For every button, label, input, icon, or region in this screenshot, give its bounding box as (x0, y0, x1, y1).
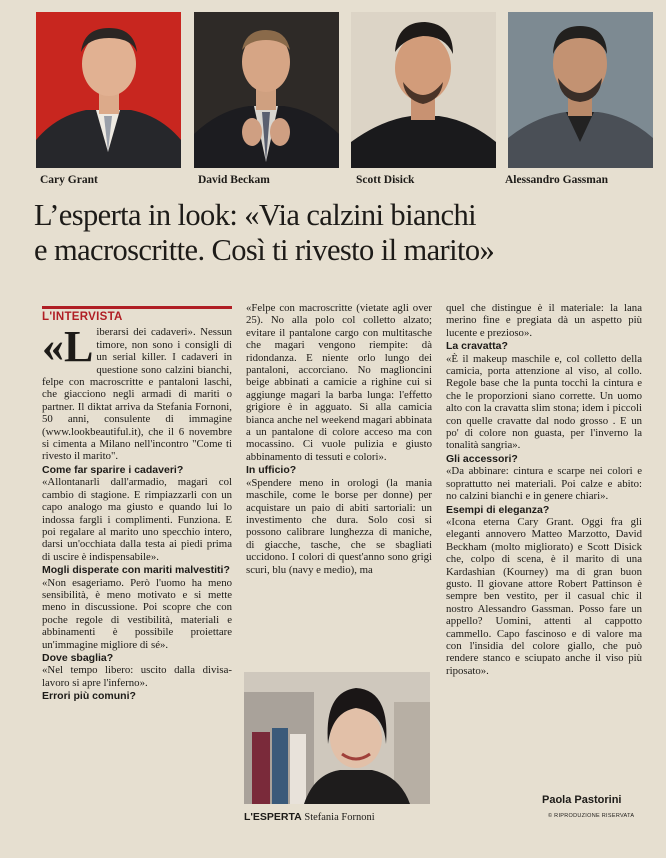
photo-stefania-fornoni (244, 672, 430, 804)
caption-alessandro-gassman: Alessandro Gassman (505, 174, 608, 186)
question-eleganza: Esempi di eleganza? (446, 503, 550, 516)
question-accessori: Gli accessori? (446, 452, 518, 465)
caption-cary-grant: Cary Grant (40, 174, 98, 186)
article-column-3 (446, 302, 642, 678)
headline-line-1: L’esperta in look: «Via calzini bianchi (34, 198, 477, 232)
caption-scott-disick: Scott Disick (356, 174, 415, 186)
author-signature: Paola Pastorini (542, 794, 622, 806)
question-2: Mogli disperate con mariti malvestiti? (42, 564, 230, 577)
photo-alessandro-gassman (508, 12, 653, 168)
inset-caption-label: L'ESPERTA (244, 811, 302, 823)
inset-caption-name: Stefania Fornoni (304, 812, 375, 823)
answer-2: «Non esageriamo. Però l'uomo ha meno sensibilità, è meno motivato e si mette meno in discussione. Poi scopre che con poche regole di vestibilità, materiali e abbinamenti è possibile proiettare un'immagine migliore di sé». (42, 576, 232, 651)
intro-text: iberarsi dei cadaveri». Nessun timore, non sono i consigli di un serial killer. I cadaveri in questione sono calzini bianchi, felpe con macroscritte e pantaloni laschi, che giacciono negli armadi di mariti o partner. Il diktat arriva da Stefania Fornoni, 50 anni, consulente di immagine (www.lookbeautiful.it), che il 6 novembre si cimenta a Milano nell'incontro "Come ti rivesto il marito". (42, 326, 232, 463)
answer-eleganza: «Icona eterna Cary Grant. Oggi fra gli eleganti annovero Matteo Marzotto, David Beckham (molto migliorato) e Scott Disick che, colpo di scena, è il marito di una Kardashian (Kourney) ma di gran buon gusto. Il giovane attore Robert Pattinson è sempre ben vestito, per il casual chic il nostro Alessandro Gassman. Posso fare un appello? Uomini, attenti al cappotto cammello. Capo fascinoso e di valore ma con l'insidia del colore giallo, che può rendere stanco e sciupato anche il viso più riposato». (446, 515, 642, 677)
inset-caption (244, 811, 375, 823)
copyright-notice: © RIPRODUZIONE RISERVATA (548, 813, 635, 819)
question-cravatta: La cravatta? (446, 340, 508, 353)
photo-scott-disick (351, 12, 496, 168)
answer-ufficio: «Spendere meno in orologi (la mania maschile, come le borse per donne) per acquistare un paio di abiti sartoriali: un investimento che dura. Solo così si possono calibrare lunghezza di maniche, di giacche, tasche, che se sbagliati uccidono. I colori di quest'anno sono grigi scuri, blu (navy e medio), ma (246, 476, 432, 576)
paragraph-col3-1: quel che distingue è il materiale: la lana merino fine e pregiata dà un aspetto più lucente e prezioso». (446, 302, 642, 339)
headline (34, 198, 664, 268)
rubric-label: L'INTERVISTA (42, 306, 232, 323)
intro-paragraph (42, 322, 232, 463)
caption-david-beckham: David Beckam (198, 174, 270, 186)
question-1: Come far sparire i cadaveri? (42, 463, 184, 476)
article-column-2 (246, 302, 432, 577)
answer-cravatta: «È il makeup maschile e, col colletto della camicia, porta attenzione al viso, al collo. Regole base che la punta tocchi la cintura e che le proporzioni siano corrette. Un uomo alto con la cravatta slim stona; idem i piccoli con quelle cravatte dal nodo grosso . E un po' di colore non guasta, per l'inverno la tonalità sangria». (446, 352, 642, 452)
question-3: Dove sbaglia? (42, 651, 114, 664)
answer-1: «Allontanarli dall'armadio, magari col cambio di stagione. E rimpiazzarli con un capo analogo ma giusto e quando lui lo indossa fargli i complimenti. Funziona. E poi regalare al marito uno specchio intero, darsi un'occhiata dalla testa ai piedi prima di uscire è indispensabile». (42, 476, 232, 563)
article-column-1 (42, 306, 232, 703)
answer-3: «Nel tempo libero: uscito dalla divisa-lavoro si apre l'inferno». (42, 664, 232, 689)
answer-accessori: «Da abbinare: cintura e scarpe nei colori e soprattutto nei materiali. Poi calze e abito: no calzini bianchi e in genere chiari». (446, 465, 642, 503)
question-ufficio: In ufficio? (246, 464, 297, 477)
drop-cap: «L (42, 322, 94, 372)
paragraph-col2-1: «Felpe con macroscritte (vietate agli over 25). No alla polo col colletto alzato; evitare il pantalone cargo con multitasche che magari vengono riempite: dà ridondanza. E niente orlo lungo dei pantaloni, accorciano. No maglioncini beige abbinati a camicie a righine cui si aggiunge magari la barba lunga: l'effetto grigiore è in agguato. Sì alla camicia bianca anche nel weekend magari abbinata a un pantalone di colore acceso ma con mocassino. Ci vuole pulizia e giusto abbinamento di tessuti e colori». (246, 302, 432, 463)
photo-david-beckham (194, 12, 339, 168)
photo-cary-grant (36, 12, 181, 168)
question-4: Errori più comuni? (42, 690, 136, 703)
headline-line-2: e macroscritte. Così ti rivesto il marito» (34, 233, 495, 267)
